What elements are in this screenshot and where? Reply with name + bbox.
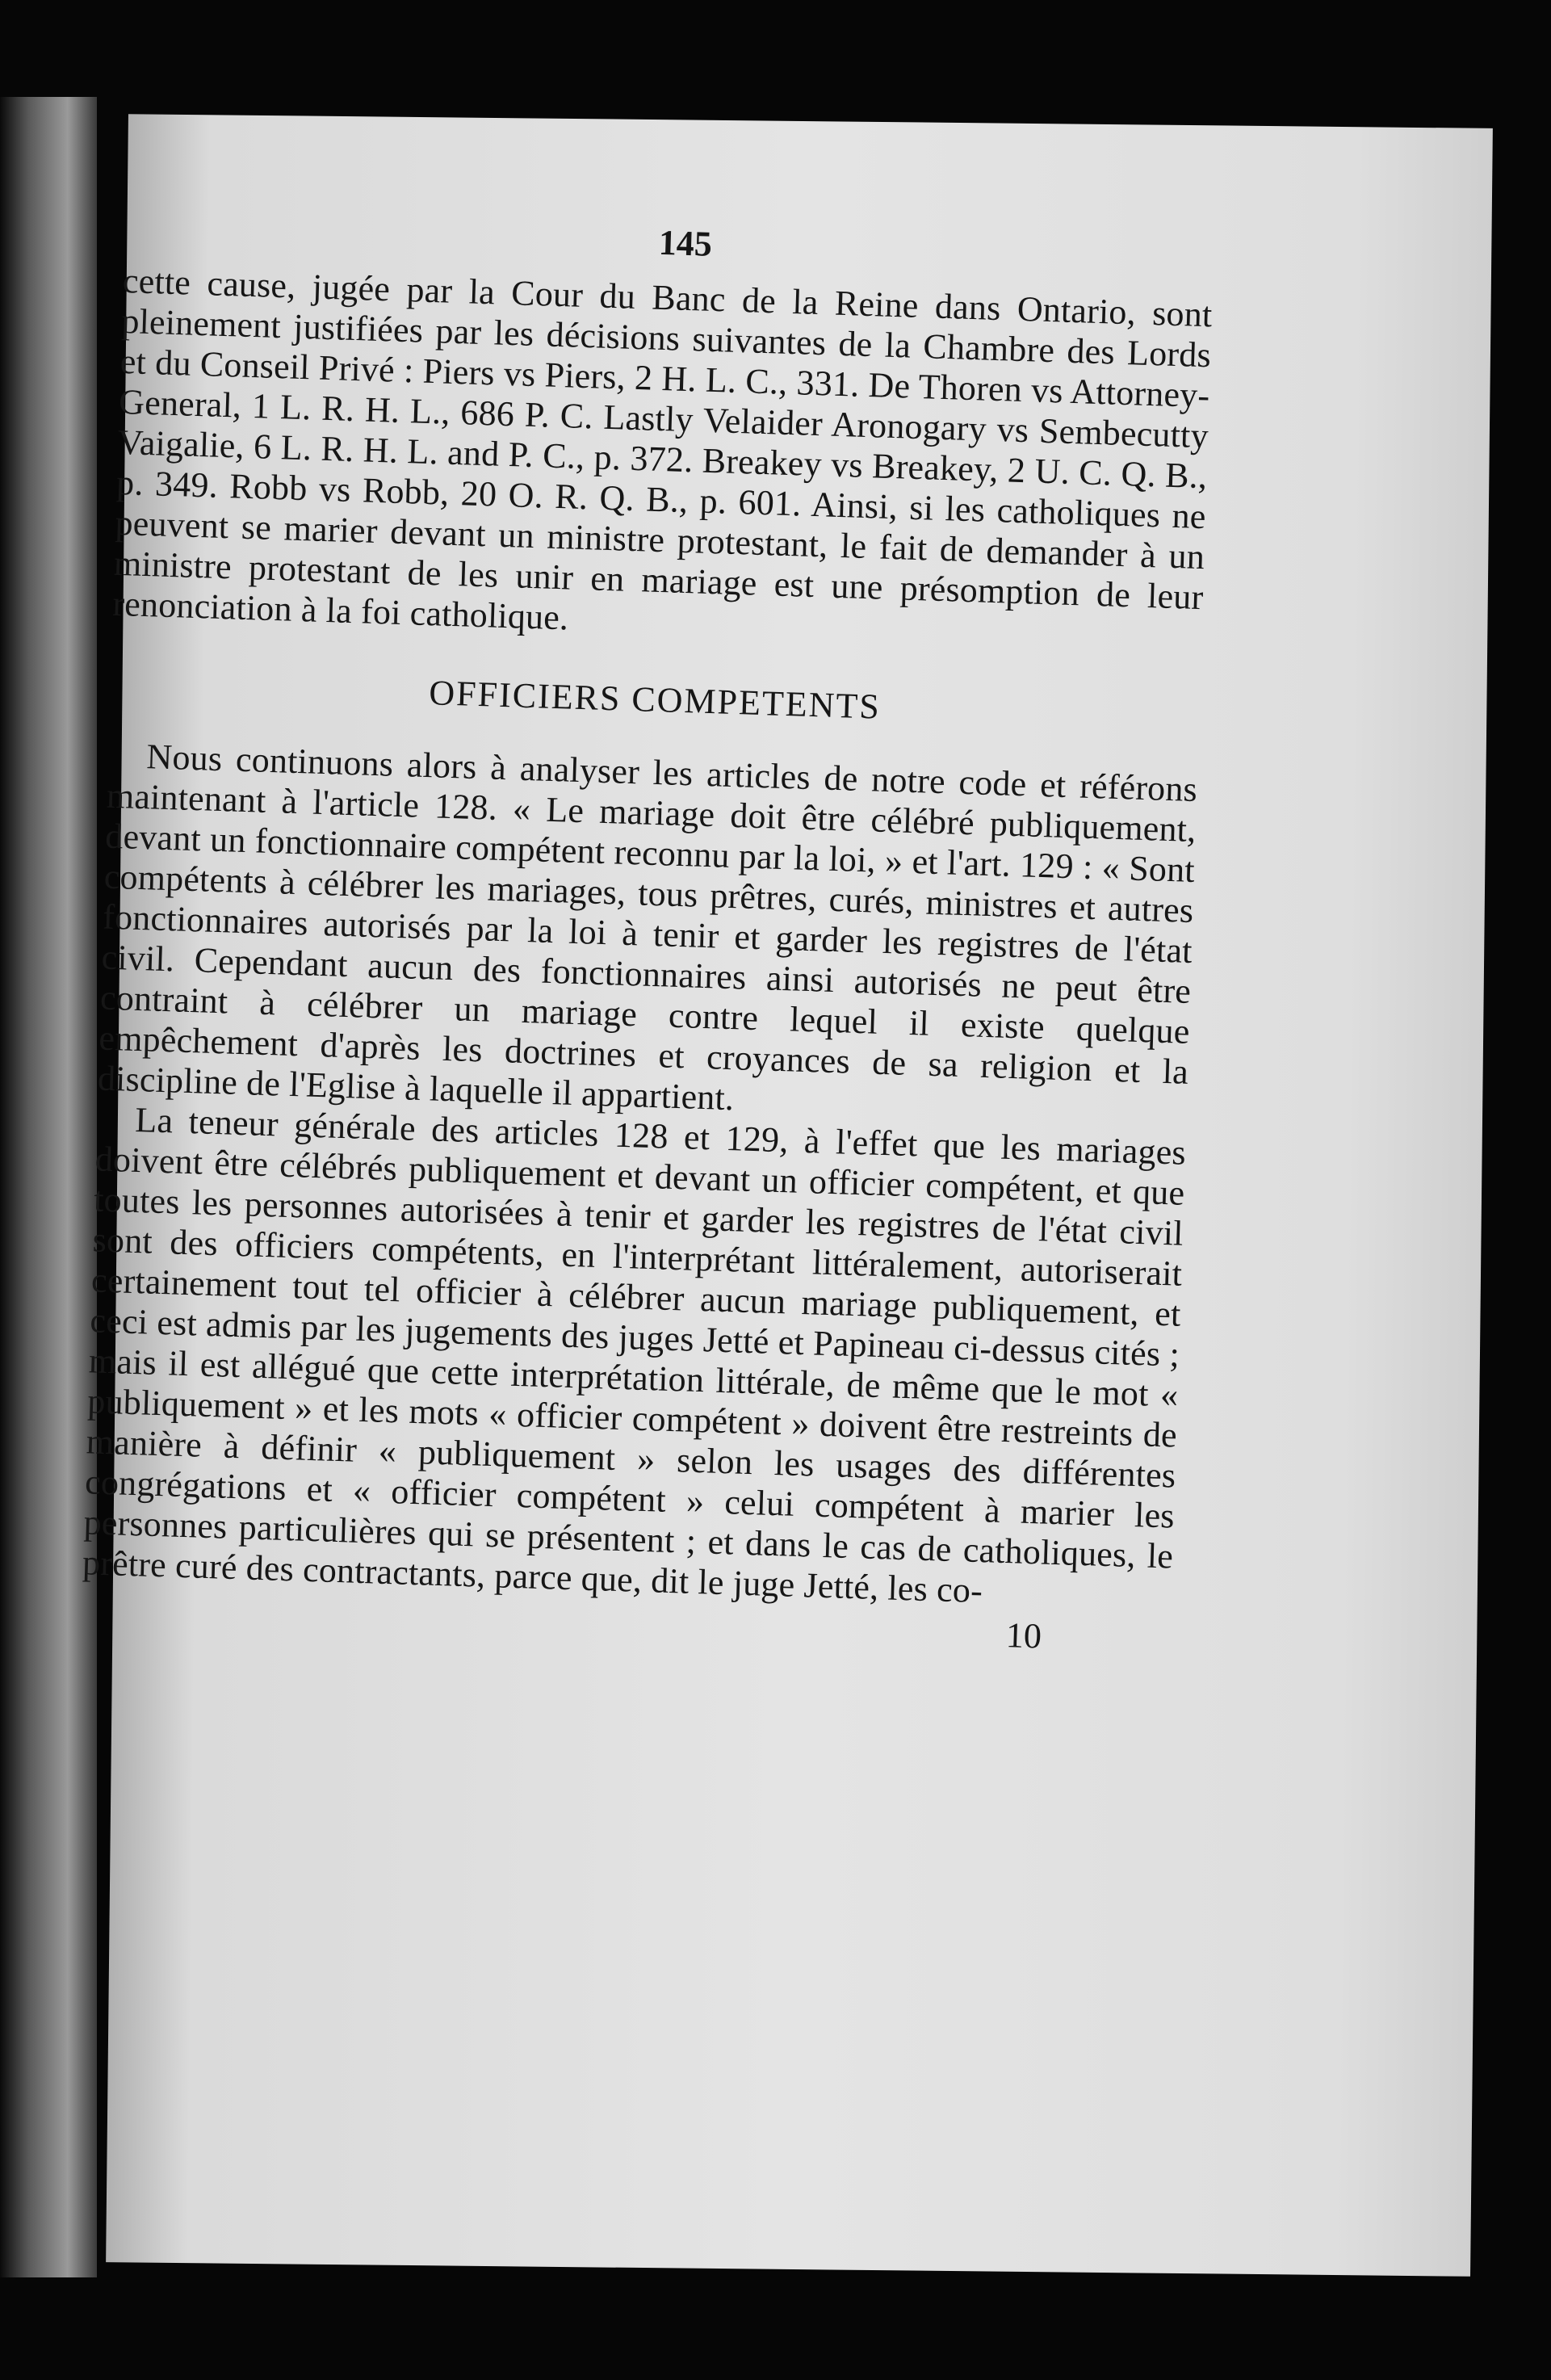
paragraph: Nous continuons alors à analyser les articles de notre code et référons maintenant à l'article 128. « Le mariage doit être célébré publiquement, devant un fonctionnaire compétent reconnu par la loi, » et l'art. 129 : « Sont compétents à célébrer les mariages, tous prêtres, curés, ministres et autres fonctionnaires autorisés par la loi à tenir et garder les registres de l'état civil. Cependant aucun des fonctionnaires ainsi autorisés ne peut être contraint à célébrer un mariage contre lequel il existe quelque empêchement d'après les doctrines et croyances de sa religion et la discipline de l'Eglise à laquelle il appartient. xyxy=(97,737,1198,1119)
facing-page-edge xyxy=(0,97,97,2277)
paragraph-top: cette cause, jugée par la Cour du Banc de la Reine dans Ontario, sont pleinement justifiées par les décisions suivantes de la Chambre des Lords et du Conseil Privé : Piers vs Piers, 2 H. L. C., 331. De Thoren vs Attorney-General, 1 L. R. H. L., 686 P. C. Lastly Velaider Aronogary vs Sembecutty Vaigalie, 6 L. R. H. L. and P. C., p. 372. Breakey vs Breakey, 2 U. C. Q. B., p. 349. Robb vs Robb, 20 O. R. Q. B., p. 601. Ainsi, si les catholiques ne peuvent se marier devant un ministre protestant, le fait de demander à un ministre protestant de les unir en mariage est une présomption de leur renonciation à la foi catholique. xyxy=(111,260,1214,638)
paragraph: La teneur générale des articles 128 et 129, à l'effet que les mariages doivent être célébrés publiquement et devant un officier compétent, et que toutes les personnes autorisées à tenir et garder les registres de l'état civil sont des officiers compétents, en l'interprétant littéralement, autoriserait certainement tout tel officier à célébrer aucun mariage publiquement, et ceci est admis par les jugements des juges Jetté et Papineau ci-dessus cités ; mais il est allégué que cette interprétation littérale, de même que le mot « publiquement » et les mots « officier compétent » doivent être restreints de manière à définir « publiquement » selon les usages des différentes congrégations et « officier compétent » celui compétent à marier les personnes particulières qui se présentent ; et dans le cas de catholiques, le prêtre curé des contractants, parce que, dit le juge Jetté, les co- xyxy=(82,1099,1187,1611)
signature-mark: 10 xyxy=(1005,1615,1042,1656)
page-number: 145 xyxy=(658,222,713,264)
page-content xyxy=(81,206,1215,1661)
section-heading: OFFICIERS COMPETENTS xyxy=(428,673,882,727)
